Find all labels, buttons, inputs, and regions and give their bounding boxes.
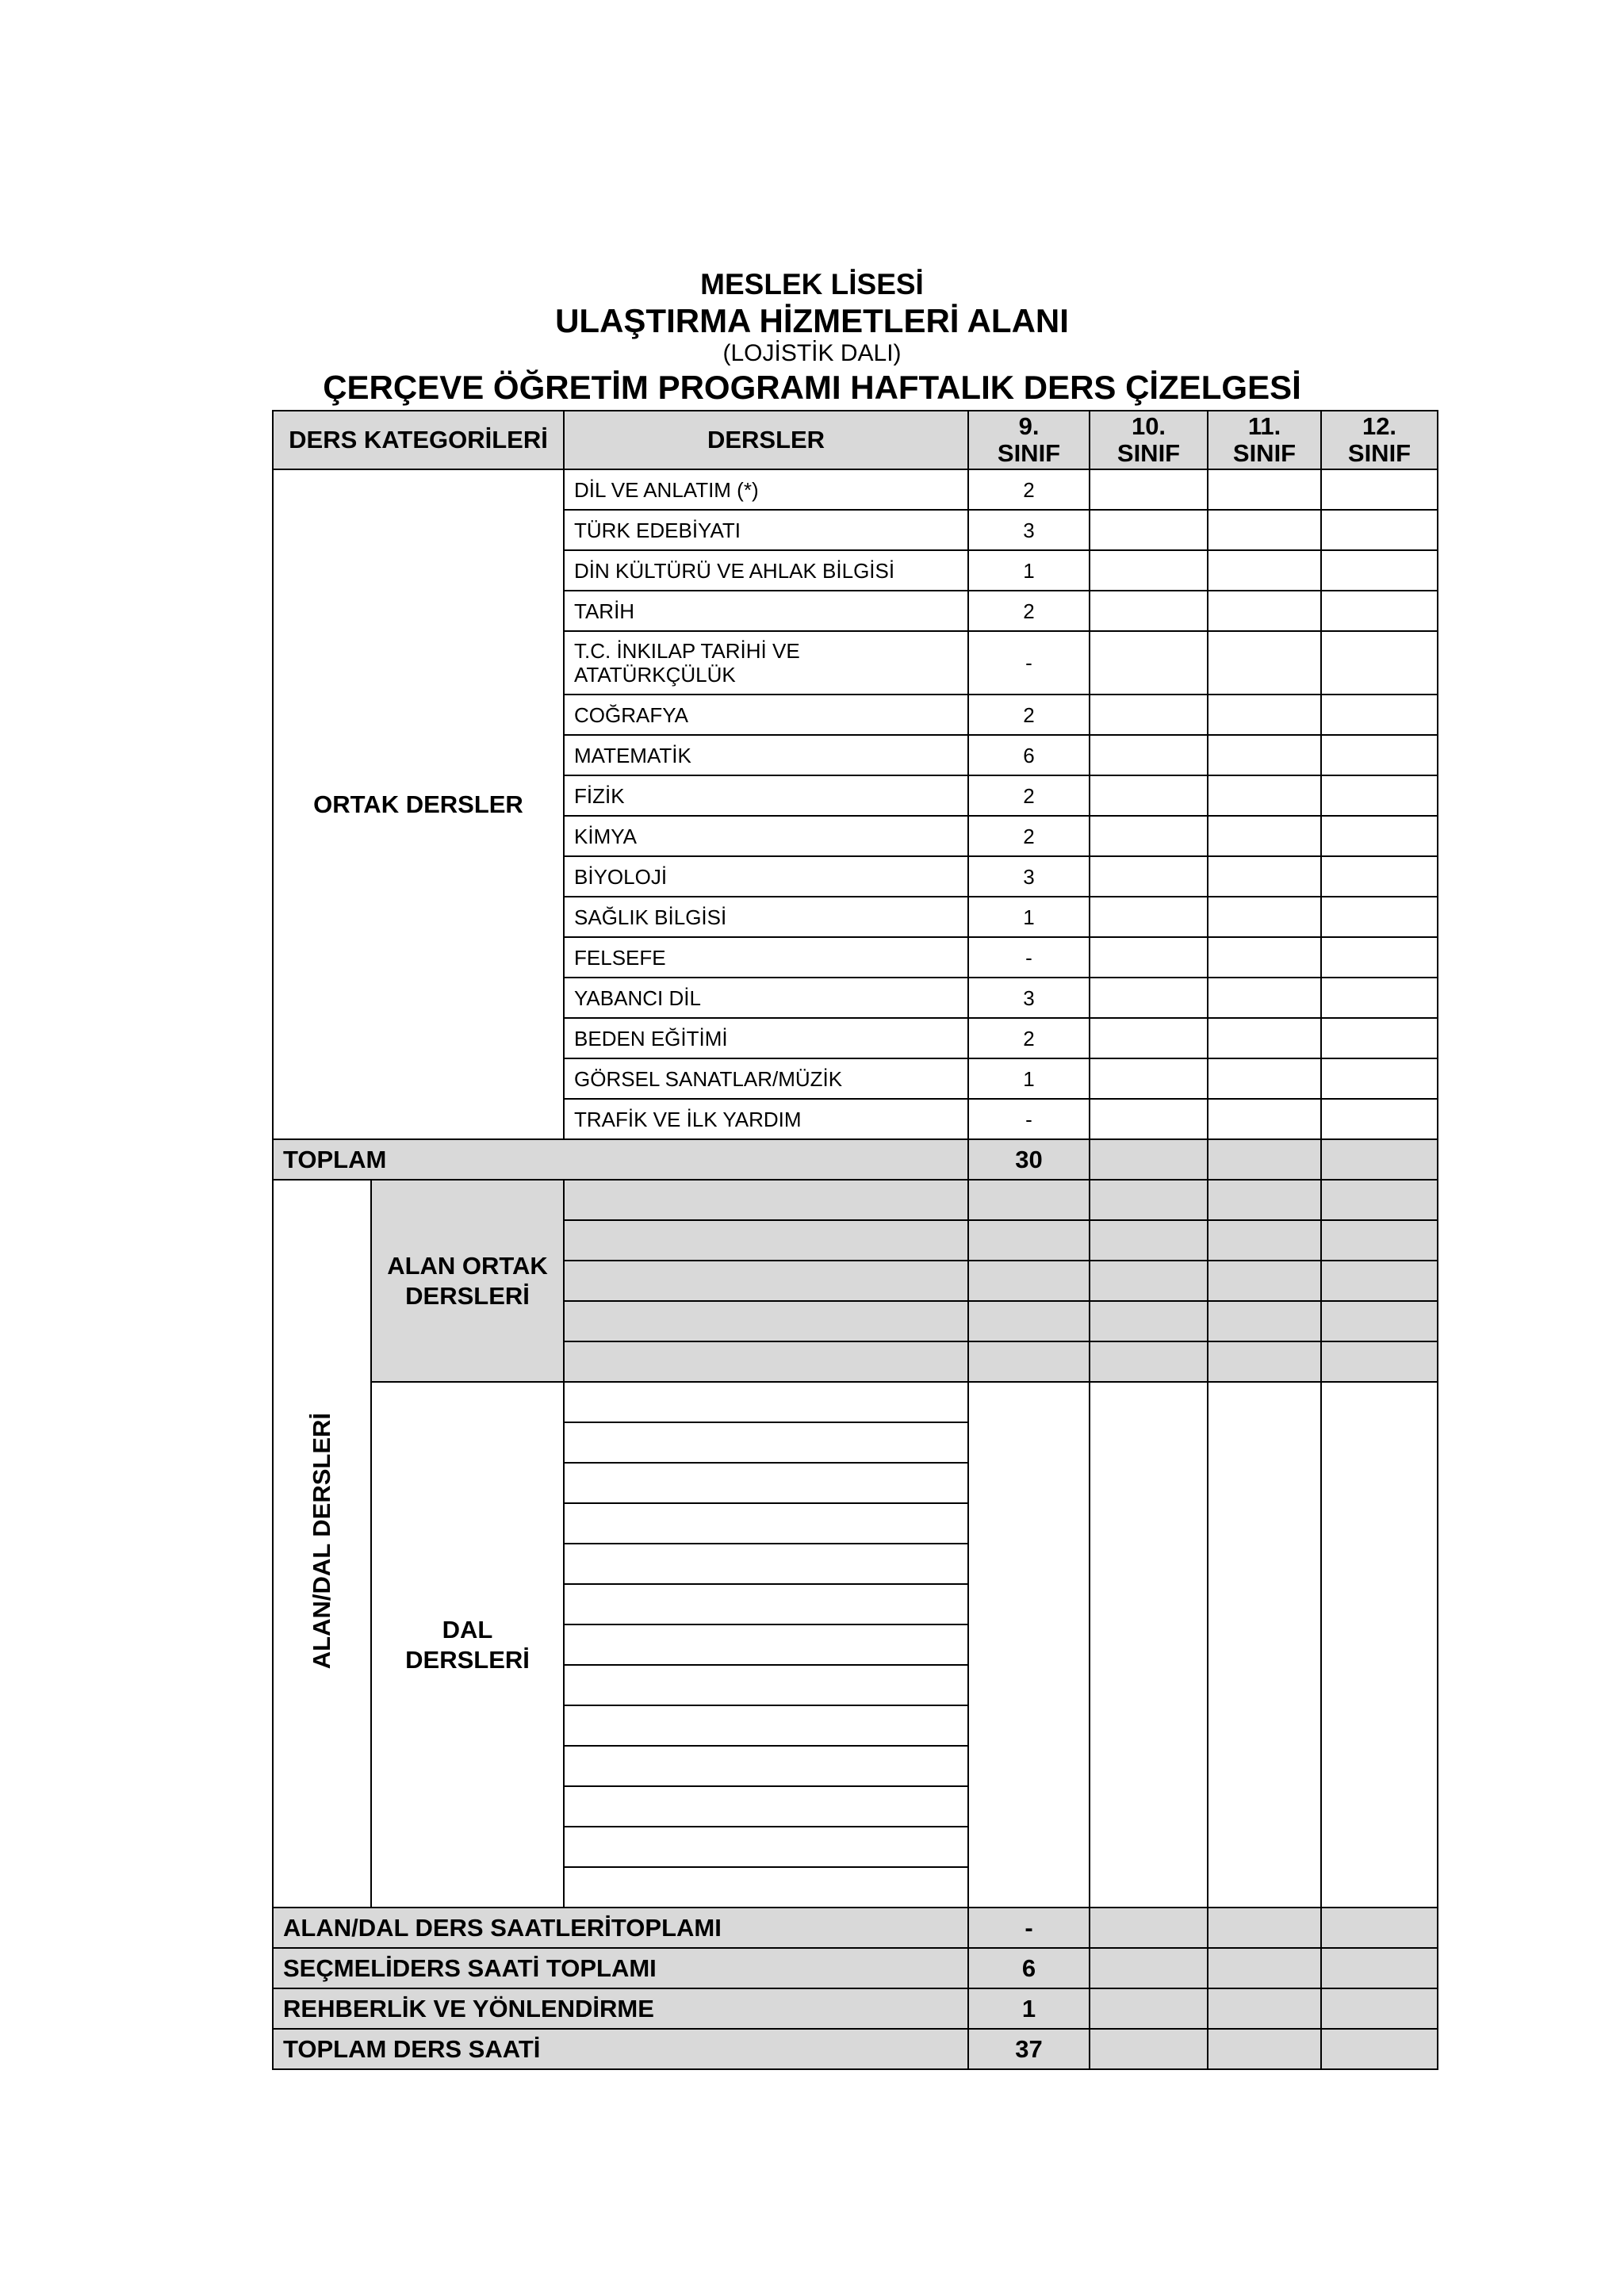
empty-cell [1090,591,1208,631]
text-line: 10. [1131,412,1166,440]
empty-cell [1208,1948,1321,1988]
empty-cell [1321,1018,1438,1058]
empty-cell [968,1261,1090,1301]
empty-cell [1090,469,1208,510]
empty-course-cell [564,1867,968,1908]
empty-course-cell [564,1261,968,1301]
text-line: DAL [442,1615,493,1644]
empty-cell [968,1341,1090,1382]
table-row [273,411,1438,469]
empty-cell [1090,1908,1208,1948]
empty-cell [1090,1220,1208,1261]
summary-grade-9: 1 [968,1988,1090,2029]
empty-course-cell [564,1786,968,1827]
course-name: MATEMATİK [564,735,968,775]
empty-cell [1090,1058,1208,1099]
empty-cell [1090,897,1208,937]
empty-cell [1208,937,1321,978]
empty-cell [1208,816,1321,856]
empty-cell [1321,469,1438,510]
empty-cell [1090,1948,1208,1988]
empty-cell [1090,1018,1208,1058]
empty-cell [1208,631,1321,695]
empty-cell [1321,1058,1438,1099]
empty-cell [968,1301,1090,1341]
grade-9-hours: 2 [968,1018,1090,1058]
empty-cell [1321,631,1438,695]
empty-cell [1090,735,1208,775]
text-line: SINIF [1232,439,1297,467]
header-category: DERS KATEGORİLERİ [273,411,564,469]
course-name: BİYOLOJİ [564,856,968,897]
empty-cell [1208,1988,1321,2029]
empty-cell [1321,937,1438,978]
empty-course-cell [564,1624,968,1665]
course-name: FİZİK [564,775,968,816]
table-row [273,1948,1438,1988]
text-line: SINIF [997,439,1061,467]
empty-cell [1208,695,1321,735]
empty-cell [1090,978,1208,1018]
empty-course-cell [564,1382,968,1422]
empty-cell [1208,1261,1321,1301]
table-row [273,1988,1438,2029]
empty-cell [1090,1382,1208,1908]
grade-9-hours: 2 [968,816,1090,856]
text-line: DERSLERİ [405,1281,530,1310]
text-line: SINIF [1347,439,1411,467]
schedule-title: ÇERÇEVE ÖĞRETİM PROGRAMI HAFTALIK DERS ÇİZELGESİ [323,369,1301,406]
summary-label: SEÇMELİDERS SAATİ TOPLAMI [273,1948,968,1988]
empty-cell [1208,1180,1321,1220]
common-total-grade-9: 30 [968,1139,1090,1180]
course-name [564,631,968,695]
empty-cell [1208,1099,1321,1139]
table-body [273,411,1438,2069]
summary-grade-9: - [968,1908,1090,1948]
empty-course-cell [564,1180,968,1220]
grade-9-hours: 1 [968,550,1090,591]
empty-course-cell [564,1544,968,1584]
course-name: DİN KÜLTÜRÜ VE AHLAK BİLGİSİ [564,550,968,591]
empty-cell [1321,1341,1438,1382]
table-row [273,1382,1438,1422]
text-line: ATATÜRKÇÜLÜK [574,663,736,687]
empty-cell [1321,816,1438,856]
empty-cell [1208,775,1321,816]
empty-cell [1208,1139,1321,1180]
empty-cell [1321,1220,1438,1261]
empty-cell [1321,856,1438,897]
header-courses: DERSLER [564,411,968,469]
course-name: SAĞLIK BİLGİSİ [564,897,968,937]
header-grade-12 [1321,411,1438,469]
grade-9-hours: - [968,1099,1090,1139]
category-common: ORTAK DERSLER [273,469,564,1139]
course-name: TRAFİK VE İLK YARDIM [564,1099,968,1139]
text-line: ALAN ORTAK [387,1251,548,1280]
empty-cell [1090,2029,1208,2069]
empty-cell [1321,978,1438,1018]
grade-9-hours: 1 [968,1058,1090,1099]
empty-cell [1090,937,1208,978]
empty-course-cell [564,1422,968,1463]
empty-cell [1090,1988,1208,2029]
course-name: BEDEN EĞİTİMİ [564,1018,968,1058]
empty-cell [1090,775,1208,816]
empty-cell [1090,1261,1208,1301]
empty-cell [1321,897,1438,937]
empty-cell [1208,735,1321,775]
empty-cell [1208,1018,1321,1058]
summary-label: ALAN/DAL DERS SAATLERİTOPLAMI [273,1908,968,1948]
empty-cell [1208,897,1321,937]
course-name: COĞRAFYA [564,695,968,735]
empty-cell [1321,1099,1438,1139]
empty-cell [1090,1139,1208,1180]
empty-cell [1321,1908,1438,1948]
empty-course-cell [564,1665,968,1705]
empty-cell [1321,1139,1438,1180]
empty-cell [1208,1341,1321,1382]
branch-subtitle: (LOJİSTİK DALI) [722,340,902,366]
empty-course-cell [564,1301,968,1341]
empty-cell [1090,631,1208,695]
empty-cell [1090,1341,1208,1382]
empty-course-cell [564,1584,968,1624]
course-name: GÖRSEL SANATLAR/MÜZİK [564,1058,968,1099]
empty-cell [1321,2029,1438,2069]
grade-9-hours: 2 [968,469,1090,510]
empty-cell [1090,1301,1208,1341]
empty-course-cell [564,1341,968,1382]
empty-cell [1208,469,1321,510]
header-grade-10 [1090,411,1208,469]
empty-course-cell [564,1463,968,1503]
empty-cell [1208,1301,1321,1341]
empty-cell [1321,510,1438,550]
empty-cell [1321,591,1438,631]
category-dal [371,1382,564,1908]
grade-9-hours: 3 [968,510,1090,550]
empty-cell [1208,1908,1321,1948]
empty-cell [1208,1220,1321,1261]
empty-cell [968,1382,1090,1908]
empty-cell [968,1180,1090,1220]
header-grade-11 [1208,411,1321,469]
course-name: FELSEFE [564,937,968,978]
category-alan-ortak [371,1180,564,1382]
grade-9-hours: - [968,937,1090,978]
course-name: DİL VE ANLATIM (*) [564,469,968,510]
empty-cell [1321,1301,1438,1341]
empty-cell [1321,1948,1438,1988]
course-name: YABANCI DİL [564,978,968,1018]
course-name: TARİH [564,591,968,631]
grade-9-hours: 6 [968,735,1090,775]
empty-cell [1321,550,1438,591]
empty-cell [1090,816,1208,856]
empty-course-cell [564,1705,968,1746]
empty-course-cell [564,1827,968,1867]
summary-grade-9: 37 [968,2029,1090,2069]
grade-9-hours: 1 [968,897,1090,937]
empty-cell [1208,1058,1321,1099]
text-line: 11. [1247,412,1281,440]
summary-label: TOPLAM DERS SAATİ [273,2029,968,2069]
text-line: DERSLERİ [405,1645,530,1674]
text-line: SINIF [1116,439,1181,467]
category-field-courses [273,1180,371,1908]
course-name: KİMYA [564,816,968,856]
table-row [273,1908,1438,1948]
table-row [273,1139,1438,1180]
empty-cell [1090,1099,1208,1139]
category-field-courses-label: ALAN/DAL DERSLERİ [308,1413,335,1670]
empty-cell [1321,1180,1438,1220]
empty-cell [1321,775,1438,816]
field-title: ULAŞTIRMA HİZMETLERİ ALANI [555,302,1069,339]
summary-grade-9: 6 [968,1948,1090,1988]
grade-9-hours: 2 [968,695,1090,735]
common-total-label: TOPLAM [273,1139,968,1180]
text-line: T.C. İNKILAP TARİHİ VE [574,639,800,663]
empty-cell [1321,1261,1438,1301]
empty-cell [1208,1382,1321,1908]
empty-cell [1090,550,1208,591]
grade-9-hours: 2 [968,591,1090,631]
weekly-course-schedule-table [272,410,1438,2070]
empty-cell [1208,550,1321,591]
empty-cell [1208,2029,1321,2069]
empty-cell [1090,856,1208,897]
empty-course-cell [564,1220,968,1261]
grade-9-hours: 2 [968,775,1090,816]
empty-cell [1321,1382,1438,1908]
empty-cell [1090,1180,1208,1220]
empty-cell [1090,695,1208,735]
school-title: MESLEK LİSESİ [700,268,924,300]
empty-course-cell [564,1746,968,1786]
text-line: 9. [1018,412,1040,440]
empty-cell [1090,510,1208,550]
table-row [273,1180,1438,1220]
text-line: 12. [1362,412,1397,440]
empty-course-cell [564,1503,968,1544]
empty-cell [1321,695,1438,735]
empty-cell [1208,978,1321,1018]
empty-cell [1208,591,1321,631]
table-row [273,469,1438,510]
empty-cell [1321,1988,1438,2029]
course-name: TÜRK EDEBİYATI [564,510,968,550]
grade-9-hours: 3 [968,978,1090,1018]
grade-9-hours: - [968,631,1090,695]
empty-cell [1321,735,1438,775]
empty-cell [1208,856,1321,897]
table-row [273,2029,1438,2069]
summary-label: REHBERLİK VE YÖNLENDİRME [273,1988,968,2029]
empty-cell [968,1220,1090,1261]
empty-cell [1208,510,1321,550]
header-grade-9 [968,411,1090,469]
grade-9-hours: 3 [968,856,1090,897]
